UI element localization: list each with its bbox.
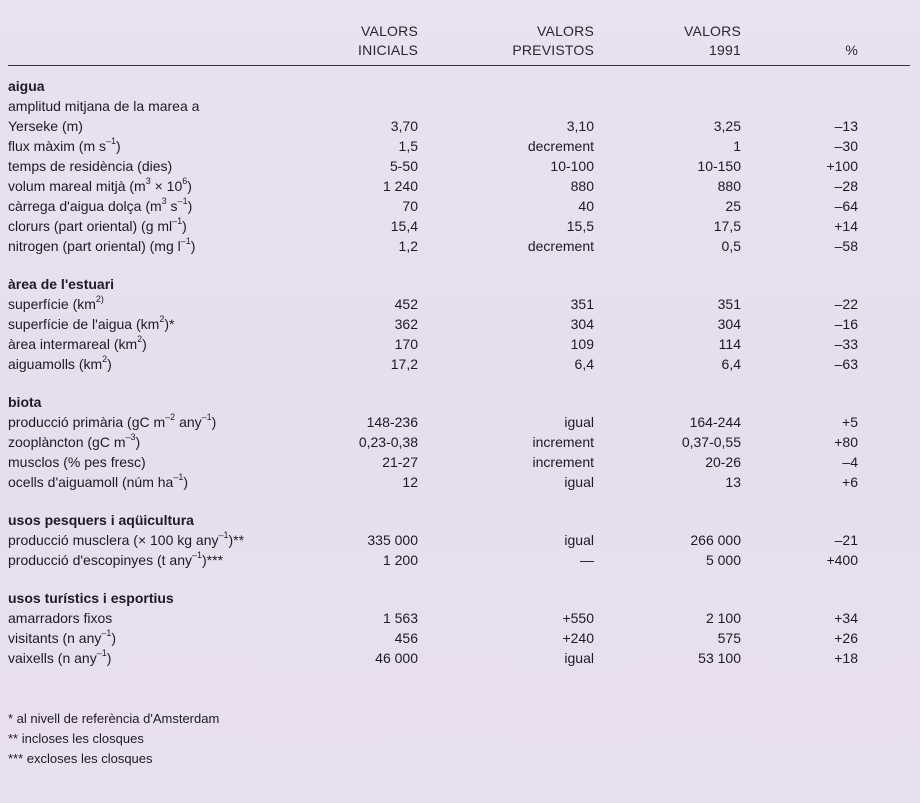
row-value: igual: [564, 650, 594, 666]
row-label: flux màxim (m $s^{-1}$): [8, 136, 121, 154]
row-label: zooplàncton (gC $m^{-3}$): [8, 432, 141, 450]
table-row: [0, 452, 920, 472]
table-row: [0, 156, 920, 176]
row-value: 1 563: [382, 610, 418, 626]
row-value: 0,5: [721, 238, 741, 254]
row-value: 40: [578, 198, 594, 214]
row-value: 452: [394, 296, 418, 312]
row-label: superfície ($km^{2)}$: [8, 294, 104, 312]
table-row: [0, 530, 920, 550]
row-value: –33: [834, 336, 858, 352]
section-title-text: aigua: [8, 78, 45, 94]
row-value: –22: [834, 296, 858, 312]
row-label: superfície de l'aigua $(km^2)*$: [8, 314, 175, 332]
section-title-text: usos turístics i esportius: [8, 590, 174, 606]
row-value: 164-244: [689, 414, 741, 430]
row-value: 46 000: [375, 650, 418, 666]
row-value: 114: [718, 336, 741, 352]
row-value: 1: [733, 138, 741, 154]
row-value: 170: [394, 336, 418, 352]
table-row: [0, 550, 920, 570]
row-label: volum mareal mitjà $(m^3 \times 10^6)$: [8, 176, 192, 194]
row-label: visitants (n any$^{-1}$): [8, 628, 117, 646]
row-label: càrrega d'aigua dolça ($m^3$ $s^{-1}$): [8, 196, 193, 214]
row-value: 70: [402, 198, 418, 214]
table-row: [0, 96, 920, 116]
row-value: +80: [834, 434, 858, 450]
table-row: [0, 334, 920, 354]
table-row: [0, 236, 920, 256]
header-percent: %: [845, 42, 858, 58]
row-value: 17,5: [713, 218, 741, 234]
table-row: [0, 314, 920, 334]
table-row: [0, 608, 920, 628]
row-value: 13: [725, 474, 741, 490]
row-value: 21-27: [382, 454, 418, 470]
row-value: decrement: [527, 138, 594, 154]
row-value: 3,25: [713, 118, 741, 134]
row-label: àrea intermareal $(km^2)$: [8, 334, 147, 352]
section-title-text: àrea de l'estuari: [8, 276, 115, 292]
table-row: [0, 294, 920, 314]
row-value: 1 240: [382, 178, 418, 194]
row-value: –30: [834, 138, 858, 154]
row-label: producció musclera (× 100 kg any$^{-1}$)**: [8, 530, 245, 548]
row-value: –16: [834, 316, 858, 332]
footnotes: [8, 709, 219, 769]
row-label: nitrogen (part oriental) (mg $l^{-1}$): [8, 236, 196, 254]
row-value: 10-100: [550, 158, 594, 174]
header-valors-inicials: VALORS INICIALS: [358, 23, 418, 58]
section-title-text: usos pesquers i aqüicultura: [8, 512, 194, 528]
section-title-text: biota: [8, 394, 42, 410]
row-value: 351: [717, 296, 741, 312]
section-gap: [0, 570, 920, 588]
row-value: 3,10: [566, 118, 594, 134]
row-value: –58: [834, 238, 858, 254]
row-label: Yerseke (m): [8, 118, 83, 134]
table-row: [0, 136, 920, 156]
header-valors-previstos: VALORS PREVISTOS: [512, 23, 594, 58]
table-row: [0, 116, 920, 136]
row-value: 0,37-0,55: [681, 434, 741, 450]
row-value: 351: [570, 296, 594, 312]
row-value: 304: [570, 316, 594, 332]
table-row: [0, 216, 920, 236]
row-label: producció d'escopinyes (t any$^{-1}$)***: [8, 550, 224, 568]
footnote: *** excloses les closques: [8, 751, 153, 766]
row-value: 456: [394, 630, 418, 646]
table-body: [0, 76, 920, 668]
row-value: +5: [842, 414, 858, 430]
section-title: [0, 510, 920, 530]
table-row: [0, 648, 920, 668]
table-row: [0, 628, 920, 648]
row-label: amplitud mitjana de la marea a: [8, 98, 200, 114]
row-value: +400: [826, 552, 858, 568]
row-value: –4: [842, 454, 858, 470]
row-value: –13: [834, 118, 858, 134]
column-headers: [0, 22, 920, 62]
row-value: 148-236: [366, 414, 418, 430]
row-value: 304: [717, 316, 741, 332]
row-value: 3,70: [390, 118, 418, 134]
row-value: 5-50: [389, 158, 418, 174]
footnote: ** incloses les closques: [8, 731, 144, 746]
row-value: +26: [834, 630, 858, 646]
section-title: [0, 274, 920, 294]
row-value: 266 000: [690, 532, 741, 548]
row-value: 15,5: [566, 218, 594, 234]
row-value: igual: [564, 414, 594, 430]
row-value: 880: [717, 178, 741, 194]
row-value: 1 200: [382, 552, 418, 568]
section-title: [0, 76, 920, 96]
row-value: –21: [834, 532, 858, 548]
row-label: producció primària (gC $m^{-2}$ any$^{-1}$): [8, 412, 217, 430]
row-value: decrement: [527, 238, 594, 254]
row-value: 335 000: [367, 532, 418, 548]
header-valors-1991: VALORS 1991: [684, 23, 741, 58]
row-value: —: [580, 552, 594, 568]
row-value: increment: [532, 454, 594, 470]
row-value: 20-26: [705, 454, 741, 470]
row-value: 1,2: [398, 238, 418, 254]
row-value: +550: [562, 610, 594, 626]
section-gap: [0, 256, 920, 274]
row-value: +100: [826, 158, 858, 174]
table-row: [0, 176, 920, 196]
row-value: 15,4: [390, 218, 418, 234]
footnote: * al nivell de referència d'Amsterdam: [8, 711, 220, 726]
row-value: 109: [570, 336, 594, 352]
row-value: –63: [834, 356, 858, 372]
header-rule: [8, 65, 910, 66]
table-row: [0, 196, 920, 216]
row-value: igual: [564, 532, 594, 548]
row-label: ocells d'aiguamoll (núm $ha^{-1}$): [8, 472, 189, 490]
row-value: +18: [834, 650, 858, 666]
row-value: igual: [564, 474, 594, 490]
section-gap: [0, 492, 920, 510]
section-gap: [0, 374, 920, 392]
row-value: +6: [842, 474, 858, 490]
table-row: [0, 472, 920, 492]
row-value: 10-150: [697, 158, 741, 174]
row-value: 17,2: [390, 356, 418, 372]
row-value: +14: [834, 218, 858, 234]
row-value: –28: [834, 178, 858, 194]
row-label: aiguamolls $(km^2)$: [8, 354, 112, 372]
row-value: 53 100: [698, 650, 741, 666]
row-value: 0,23-0,38: [358, 434, 418, 450]
row-value: 5 000: [705, 552, 741, 568]
section-title: [0, 588, 920, 608]
row-value: increment: [532, 434, 594, 450]
row-label: amarradors fixos: [8, 610, 113, 626]
row-value: +34: [834, 610, 858, 626]
table-row: [0, 432, 920, 452]
row-value: –64: [834, 198, 858, 214]
row-label: musclos (% pes fresc): [8, 454, 146, 470]
row-value: +240: [562, 630, 594, 646]
row-value: 6,4: [721, 356, 741, 372]
row-label: clorurs (part oriental) (g $ml^{-1}$): [8, 216, 187, 234]
row-value: 6,4: [574, 356, 594, 372]
section-title: [0, 392, 920, 412]
row-value: 25: [725, 198, 741, 214]
row-value: 575: [717, 630, 741, 646]
table-row: [0, 354, 920, 374]
table-row: [0, 412, 920, 432]
row-label: temps de residència (dies): [8, 158, 173, 174]
row-value: 12: [402, 474, 418, 490]
row-value: 1,5: [398, 138, 418, 154]
row-label: vaixells (n any$^{-1}$): [8, 648, 112, 666]
row-value: 362: [394, 316, 418, 332]
row-value: 2 100: [705, 610, 741, 626]
row-value: 880: [570, 178, 594, 194]
